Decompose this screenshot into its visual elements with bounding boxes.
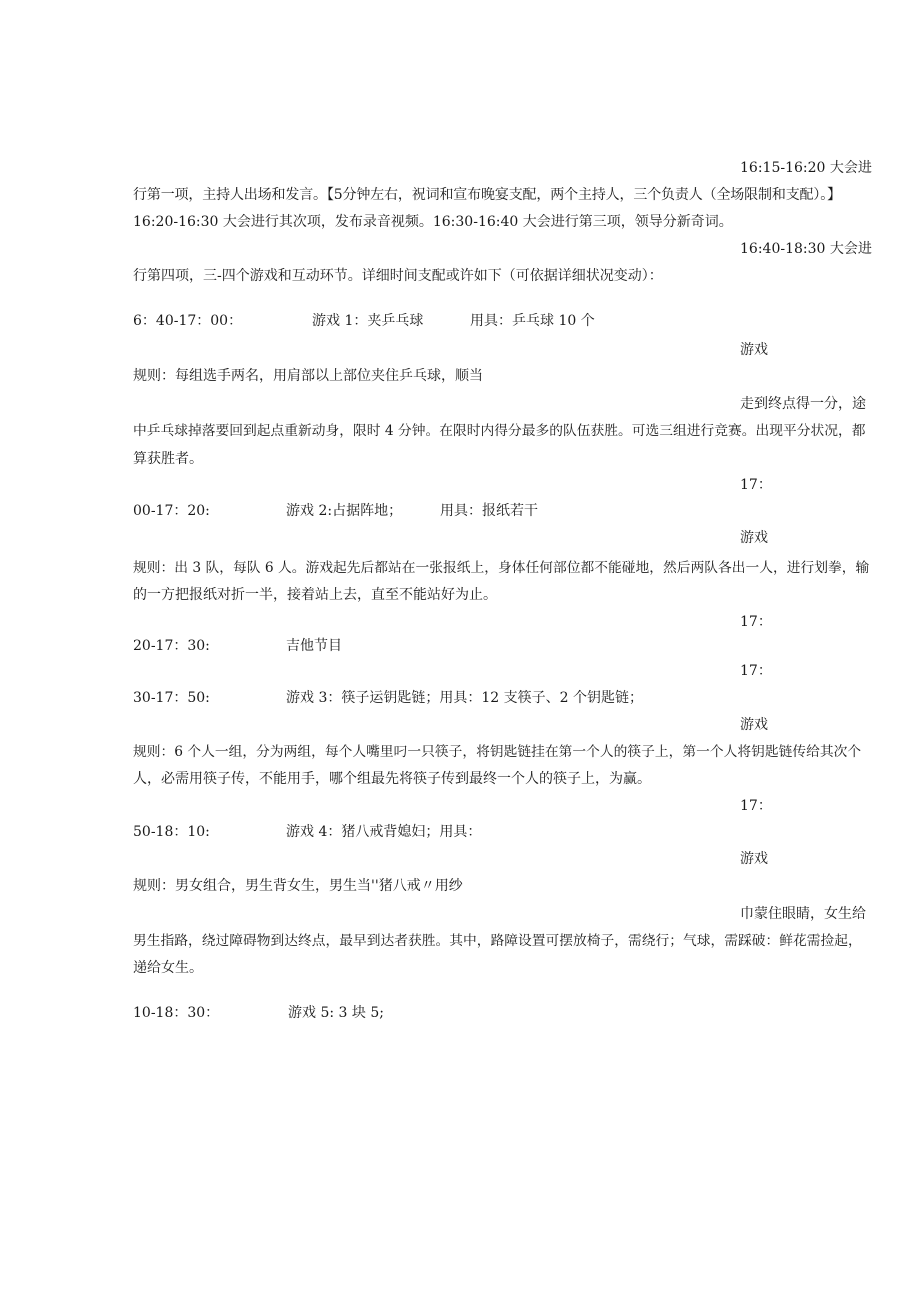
- game3-time-prefix: 17：: [740, 663, 772, 679]
- schedule-line: 行第一项，主持人出场和发言。【5分钟左右，祝词和宣布晚宴支配，两个主持人，三个负责人（全场限制和支配）。】: [133, 187, 841, 203]
- game3-rule: 规则：6 个人一组，分为两组，每个人嘴里叼一只筷子，将钥匙链挂在第一个人的筷子上，第一个人将钥匙链传给其次个: [133, 744, 862, 760]
- game1-rule: 走到终点得一分，途: [740, 396, 866, 412]
- guitar-title: 吉他节目: [286, 638, 342, 654]
- game5-time: 10-18：30：: [133, 1005, 220, 1021]
- game4-rule: 递给女生。: [133, 960, 203, 976]
- game2-rule: 的一方把报纸对折一半，接着站上去，直至不能站好为止。: [133, 587, 497, 603]
- game2-time: 00-17：20:: [133, 503, 210, 519]
- game3-rule: 人，必需用筷子传，不能用手，哪个组最先将筷子传到最终一个人的筷子上，为赢。: [133, 771, 651, 787]
- game1-rule: 算获胜者。: [133, 451, 203, 467]
- game1-time: 6：40-17：00：: [133, 313, 243, 329]
- game5-title: 游戏 5: 3 块 5;: [288, 1005, 384, 1021]
- game1-rule: 中乒乓球掉落要回到起点重新动身，限时 4 分钟。在限时内得分最多的队伍获胜。可选三组进行竞赛。出现平分状况，都: [133, 423, 866, 439]
- game4-rule: 男生指路，绕过障碍物到达终点，最早到达者获胜。其中，路障设置可摆放椅子，需绕行；气球，需踩破：鲜花需捡起，: [133, 933, 862, 949]
- game4-rule: 规则：男女组合，男生背女生，男生当''猪八戒〃用纱: [133, 878, 463, 894]
- game1-label: 游戏: [740, 342, 768, 358]
- game3-title: 游戏 3：筷子运钥匙链；用具：12 支筷子、2 个钥匙链；: [286, 690, 643, 706]
- game2-time-prefix: 17：: [740, 477, 772, 493]
- schedule-line: 16:40-18:30 大会进: [740, 241, 872, 257]
- schedule-line: 16:15-16:20 大会进: [740, 160, 872, 176]
- game4-rule: 巾蒙住眼睛，女生给: [740, 906, 866, 922]
- game4-time: 50-18：10:: [133, 824, 210, 840]
- game2-rule: 规则：出 3 队，每队 6 人。游戏起先后都站在一张报纸上，身体任何部位都不能碰地，然后两队各出一人，进行划拳，输: [133, 560, 870, 576]
- game2-title: 游戏 2:占据阵地；: [286, 503, 403, 519]
- guitar-time-prefix: 17：: [740, 614, 772, 630]
- schedule-line: 16:20-16:30 大会进行其次项，发布录音视频。16:30-16:40 大会进行第三项，领导分新奇词。: [133, 214, 733, 230]
- game2-tools: 用具：报纸若干: [440, 503, 538, 519]
- game1-tools: 用具：乒乓球 10 个: [470, 313, 595, 329]
- game4-title: 游戏 4：猪八戒背媳妇；用具：: [286, 824, 482, 840]
- guitar-time: 20-17：30:: [133, 638, 210, 654]
- game3-time: 30-17：50:: [133, 690, 210, 706]
- game1-rule: 规则：每组选手两名，用肩部以上部位夹住乒乓球，顺当: [133, 368, 483, 384]
- game3-label: 游戏: [740, 717, 768, 733]
- game1-title: 游戏 1：夹乒乓球: [312, 313, 424, 329]
- game4-time-prefix: 17：: [740, 798, 772, 814]
- game2-label: 游戏: [740, 530, 768, 546]
- game4-label: 游戏: [740, 851, 768, 867]
- schedule-line: 行第四项，三-四个游戏和互动环节。详细时间支配或许如下（可依据详细状况变动）：: [133, 268, 663, 284]
